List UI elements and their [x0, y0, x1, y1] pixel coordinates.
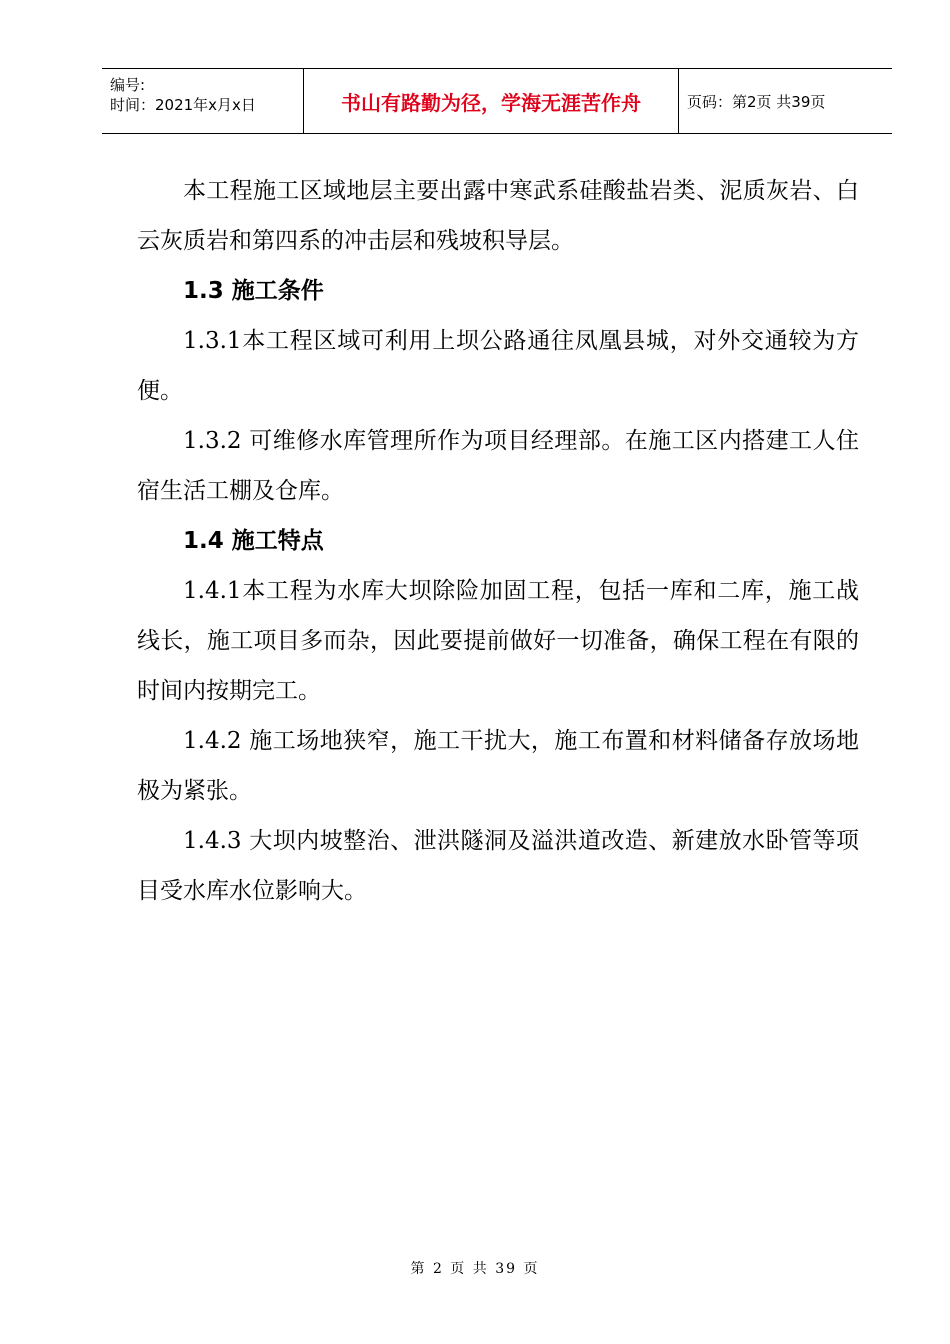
page-header [102, 68, 892, 134]
header-page-info: 页码：第2页 共39页 [687, 92, 826, 111]
paragraph: 1.3.1本工程区域可利用上坝公路通往凤凰县城，对外交通较为方便。 [137, 328, 859, 404]
paragraph: 本工程施工区域地层主要出露中寒武系硅酸盐岩类、泥质灰岩、白云灰质岩和第四系的冲击层和残坡积导层。 [137, 178, 859, 254]
document-body [137, 166, 859, 916]
header-code-label: 编号: [110, 76, 146, 94]
paragraph: 1.4.1本工程为水库大坝除险加固工程，包括一库和二库，施工战线长，施工项目多而杂，因此要提前做好一切准备，确保工程在有限的时间内按期完工。 [137, 578, 859, 704]
paragraph: 1.3.2 可维修水库管理所作为项目经理部。在施工区内搭建工人住宿生活工棚及仓库。 [137, 428, 859, 504]
paragraph: 1.4.2 施工场地狭窄，施工干扰大，施工布置和材料储备存放场地极为紧张。 [137, 728, 859, 804]
page-footer: 第 2 页 共 39 页 [410, 1261, 540, 1277]
section-heading: 1.4 施工特点 [183, 528, 324, 554]
paragraph: 1.4.3 大坝内坡整治、泄洪隧洞及溢洪道改造、新建放水卧管等项目受水库水位影响大。 [137, 828, 859, 904]
header-meta [102, 69, 303, 133]
header-motto: 书山有路勤为径，学海无涯苦作舟 [303, 69, 679, 133]
section-heading: 1.3 施工条件 [183, 278, 324, 304]
header-time-label: 时间：2021年x月x日 [110, 96, 256, 114]
